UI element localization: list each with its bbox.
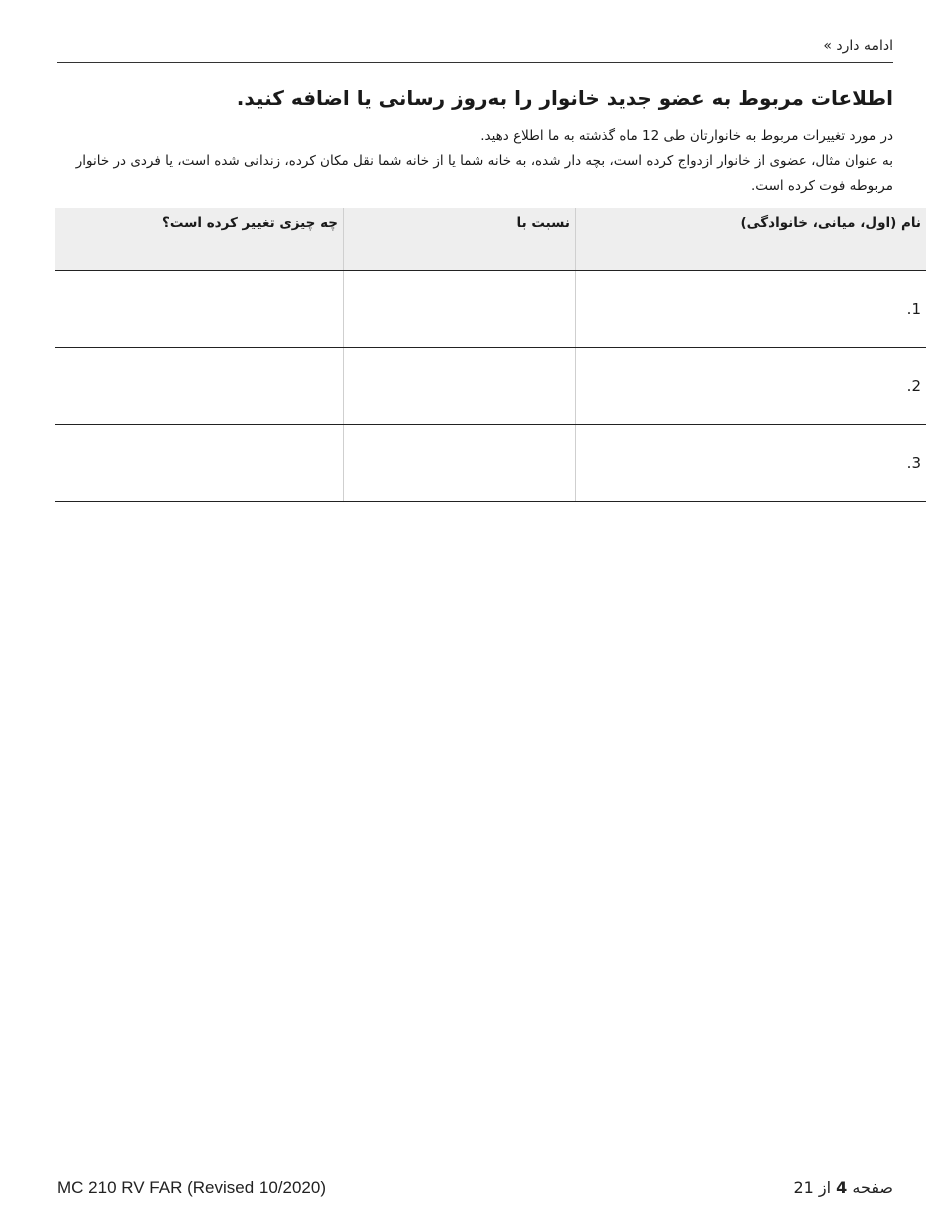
continued-indicator (819, 38, 893, 54)
row-number: 3. (906, 454, 921, 472)
intro-line-2: به عنوان مثال، عضوی از خانوار ازدواج کرده است، بچه دار شده، به خانه شما یا از خانه شما نقل مکان کرده، زندانی شده است، یا فردی در خانوار مربوطه فوت کرده است. (75, 153, 893, 194)
header-relationship: نسبت با (344, 208, 576, 271)
row-number: 1. (906, 300, 921, 318)
double-chevron-icon: » (823, 38, 832, 54)
household-changes-table (55, 208, 921, 502)
name-cell-1[interactable] (576, 271, 927, 348)
intro-line-1: در مورد تغییرات مربوط به خانوارتان طی 12 ماه گذشته به ما اطلاع دهید. (480, 128, 893, 144)
of-label: از (818, 1178, 832, 1197)
page-indicator (793, 1178, 893, 1197)
name-cell-2[interactable] (576, 348, 927, 425)
top-divider (57, 62, 893, 63)
table-row (55, 271, 926, 348)
change-cell-1[interactable] (55, 271, 344, 348)
change-cell-3[interactable] (55, 425, 344, 502)
page-number: 4 (836, 1178, 848, 1197)
name-cell-3[interactable] (576, 425, 927, 502)
relationship-cell-2[interactable] (344, 348, 576, 425)
section-heading: اطلاعات مربوط به عضو جدید خانوار را به‌روز رسانی یا اضافه کنید. (236, 86, 893, 110)
table-row (55, 348, 926, 425)
section-intro (57, 124, 893, 199)
header-change: چه چیزی تغییر کرده است؟ (55, 208, 344, 271)
relationship-cell-1[interactable] (344, 271, 576, 348)
row-number: 2. (906, 377, 921, 395)
continued-text: ادامه دارد (836, 38, 893, 54)
change-cell-2[interactable] (55, 348, 344, 425)
form-id: MC 210 RV FAR (Revised 10/2020) (57, 1178, 326, 1197)
total-pages: 21 (793, 1178, 814, 1197)
header-name: نام (اول، میانی، خانوادگی) (576, 208, 927, 271)
relationship-cell-3[interactable] (344, 425, 576, 502)
page-label: صفحه (852, 1178, 893, 1197)
table-header-row (55, 208, 926, 271)
table-row (55, 425, 926, 502)
